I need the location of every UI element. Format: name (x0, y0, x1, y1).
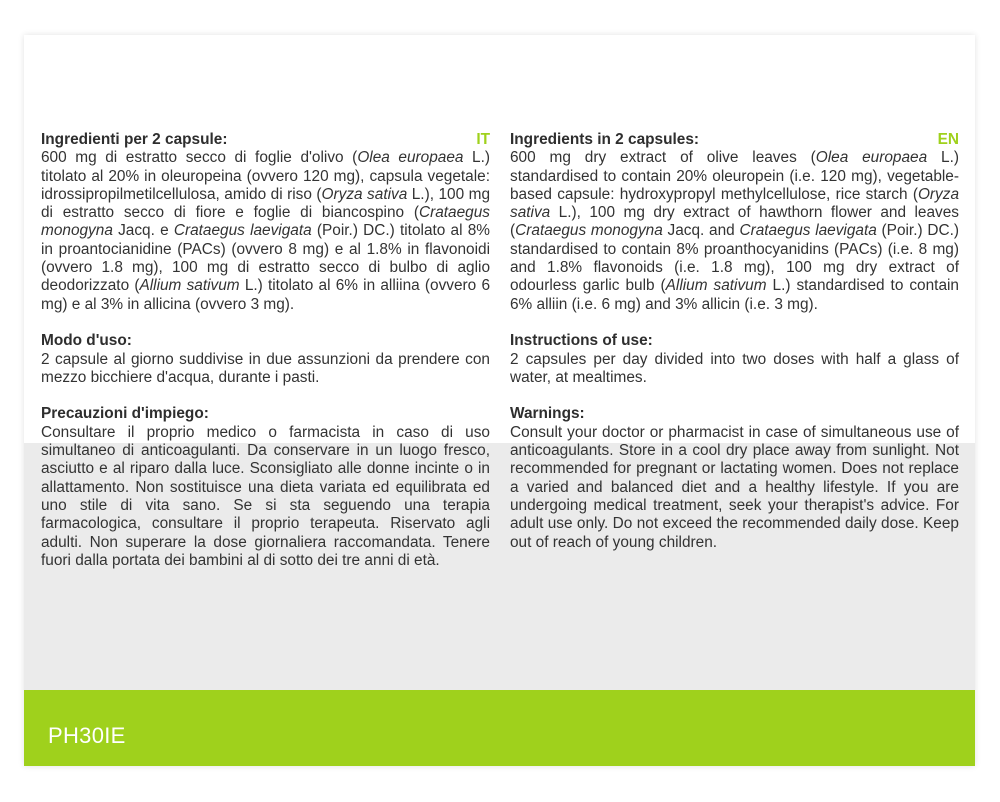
it-usage-title: Modo d'uso: (41, 332, 132, 350)
label-card (24, 35, 975, 766)
it-ingredients-section (41, 131, 490, 314)
english-column (510, 131, 959, 570)
it-usage-section (41, 332, 490, 387)
en-warnings-section (510, 405, 959, 551)
footer-bar (24, 690, 975, 766)
it-ingredients-title: Ingredienti per 2 capsule: (41, 131, 228, 148)
en-ingredients-section (510, 131, 959, 314)
it-usage-text: 2 capsule al giorno suddivise in due assunzioni da prendere con mezzo bicchiere d'acqua, durante i pasti. (41, 350, 490, 386)
en-ingredients-header (510, 131, 959, 149)
it-language-code: IT (476, 131, 490, 148)
it-warnings-title: Precauzioni d'impiego: (41, 405, 209, 423)
it-warnings-text: Consultare il proprio medico o farmacista in caso di uso simultaneo di anticoagulanti. Da conservare in un luogo fresco, asciutto e al riparo dalla luce. Sconsigliato alle donne incinte o in allattamento. Non sostituisce una dieta variata ed equilibrata ed uno stile di vita sano. Se si sta seguendo una terapia farmacologica, consultare il proprio terapeuta. Riservato agli adulti. Non superare la dose giornaliera raccomandata. Tenere fuori dalla portata dei bambini al di sotto dei tre anni di età. (41, 423, 490, 569)
en-usage-title: Instructions of use: (510, 332, 653, 350)
product-code: PH30IE (48, 723, 126, 748)
en-language-code: EN (937, 131, 959, 148)
en-warnings-title: Warnings: (510, 405, 585, 423)
en-usage-section (510, 332, 959, 387)
en-usage-text: 2 capsules per day divided into two doses with half a glass of water, at mealtimes. (510, 350, 959, 386)
en-warnings-text: Consult your doctor or pharmacist in case of simultaneous use of anticoagulants. Store in a cool dry place away from sunlight. Not recommended for pregnant or lactating women. Does not replace a varied and balanced diet and a healthy lifestyle. If you are undergoing medical treatment, seek your therapist's advice. For adult use only. Do not exceed the recommended daily dose. Keep out of reach of young children. (510, 423, 959, 551)
it-ingredients-header (41, 131, 490, 149)
en-ingredients-title: Ingredients in 2 capsules: (510, 131, 700, 148)
it-ingredients-text: 600 mg di estratto secco di foglie d'olivo (Olea europaea L.) titolato al 20% in oleuropeina (ovvero 120 mg), capsula vegetale: idrossipropilmetilcellulosa, amido di riso (Oryza sativa L.), 100 mg di estratto secco di fiore e foglie di biancospino (Crataegus monogyna Jacq. e Crataegus laevigata (Poir.) DC.) titolato al 8% in proantocianidine (PACs) (ovvero 8 mg) e al 1.8% in flavonoidi (ovvero 1.8 mg), 100 mg di estratto secco di bulbo di aglio deodorizzato (Allium sativum L.) titolato al 6% in alliina (ovvero 6 mg) e al 3% in allicina (ovvero 3 mg). (41, 149, 491, 313)
en-ingredients-text: 600 mg dry extract of olive leaves (Olea europaea L.) standardised to contain 20% oleuropein (i.e. 120 mg), vegetable-based capsule: hydroxypropyl methylcellulose, rice starch (Oryza sativa L.), 100 mg dry extract of hawthorn flower and leaves (Crataegus monogyna Jacq. and Crataegus laevigata (Poir.) DC.) standardised to contain 8% proanthocyanidins (PACs) (i.e. 8 mg) and 1.8% flavonoids (i.e. 1.8 mg), 100 mg dry extract of odourless garlic bulb (Allium sativum L.) standardised to contain 6% alliin (i.e. 6 mg) and 3% allicin (i.e. 3 mg). (510, 149, 959, 313)
italian-column (41, 131, 490, 588)
it-warnings-section (41, 405, 490, 570)
